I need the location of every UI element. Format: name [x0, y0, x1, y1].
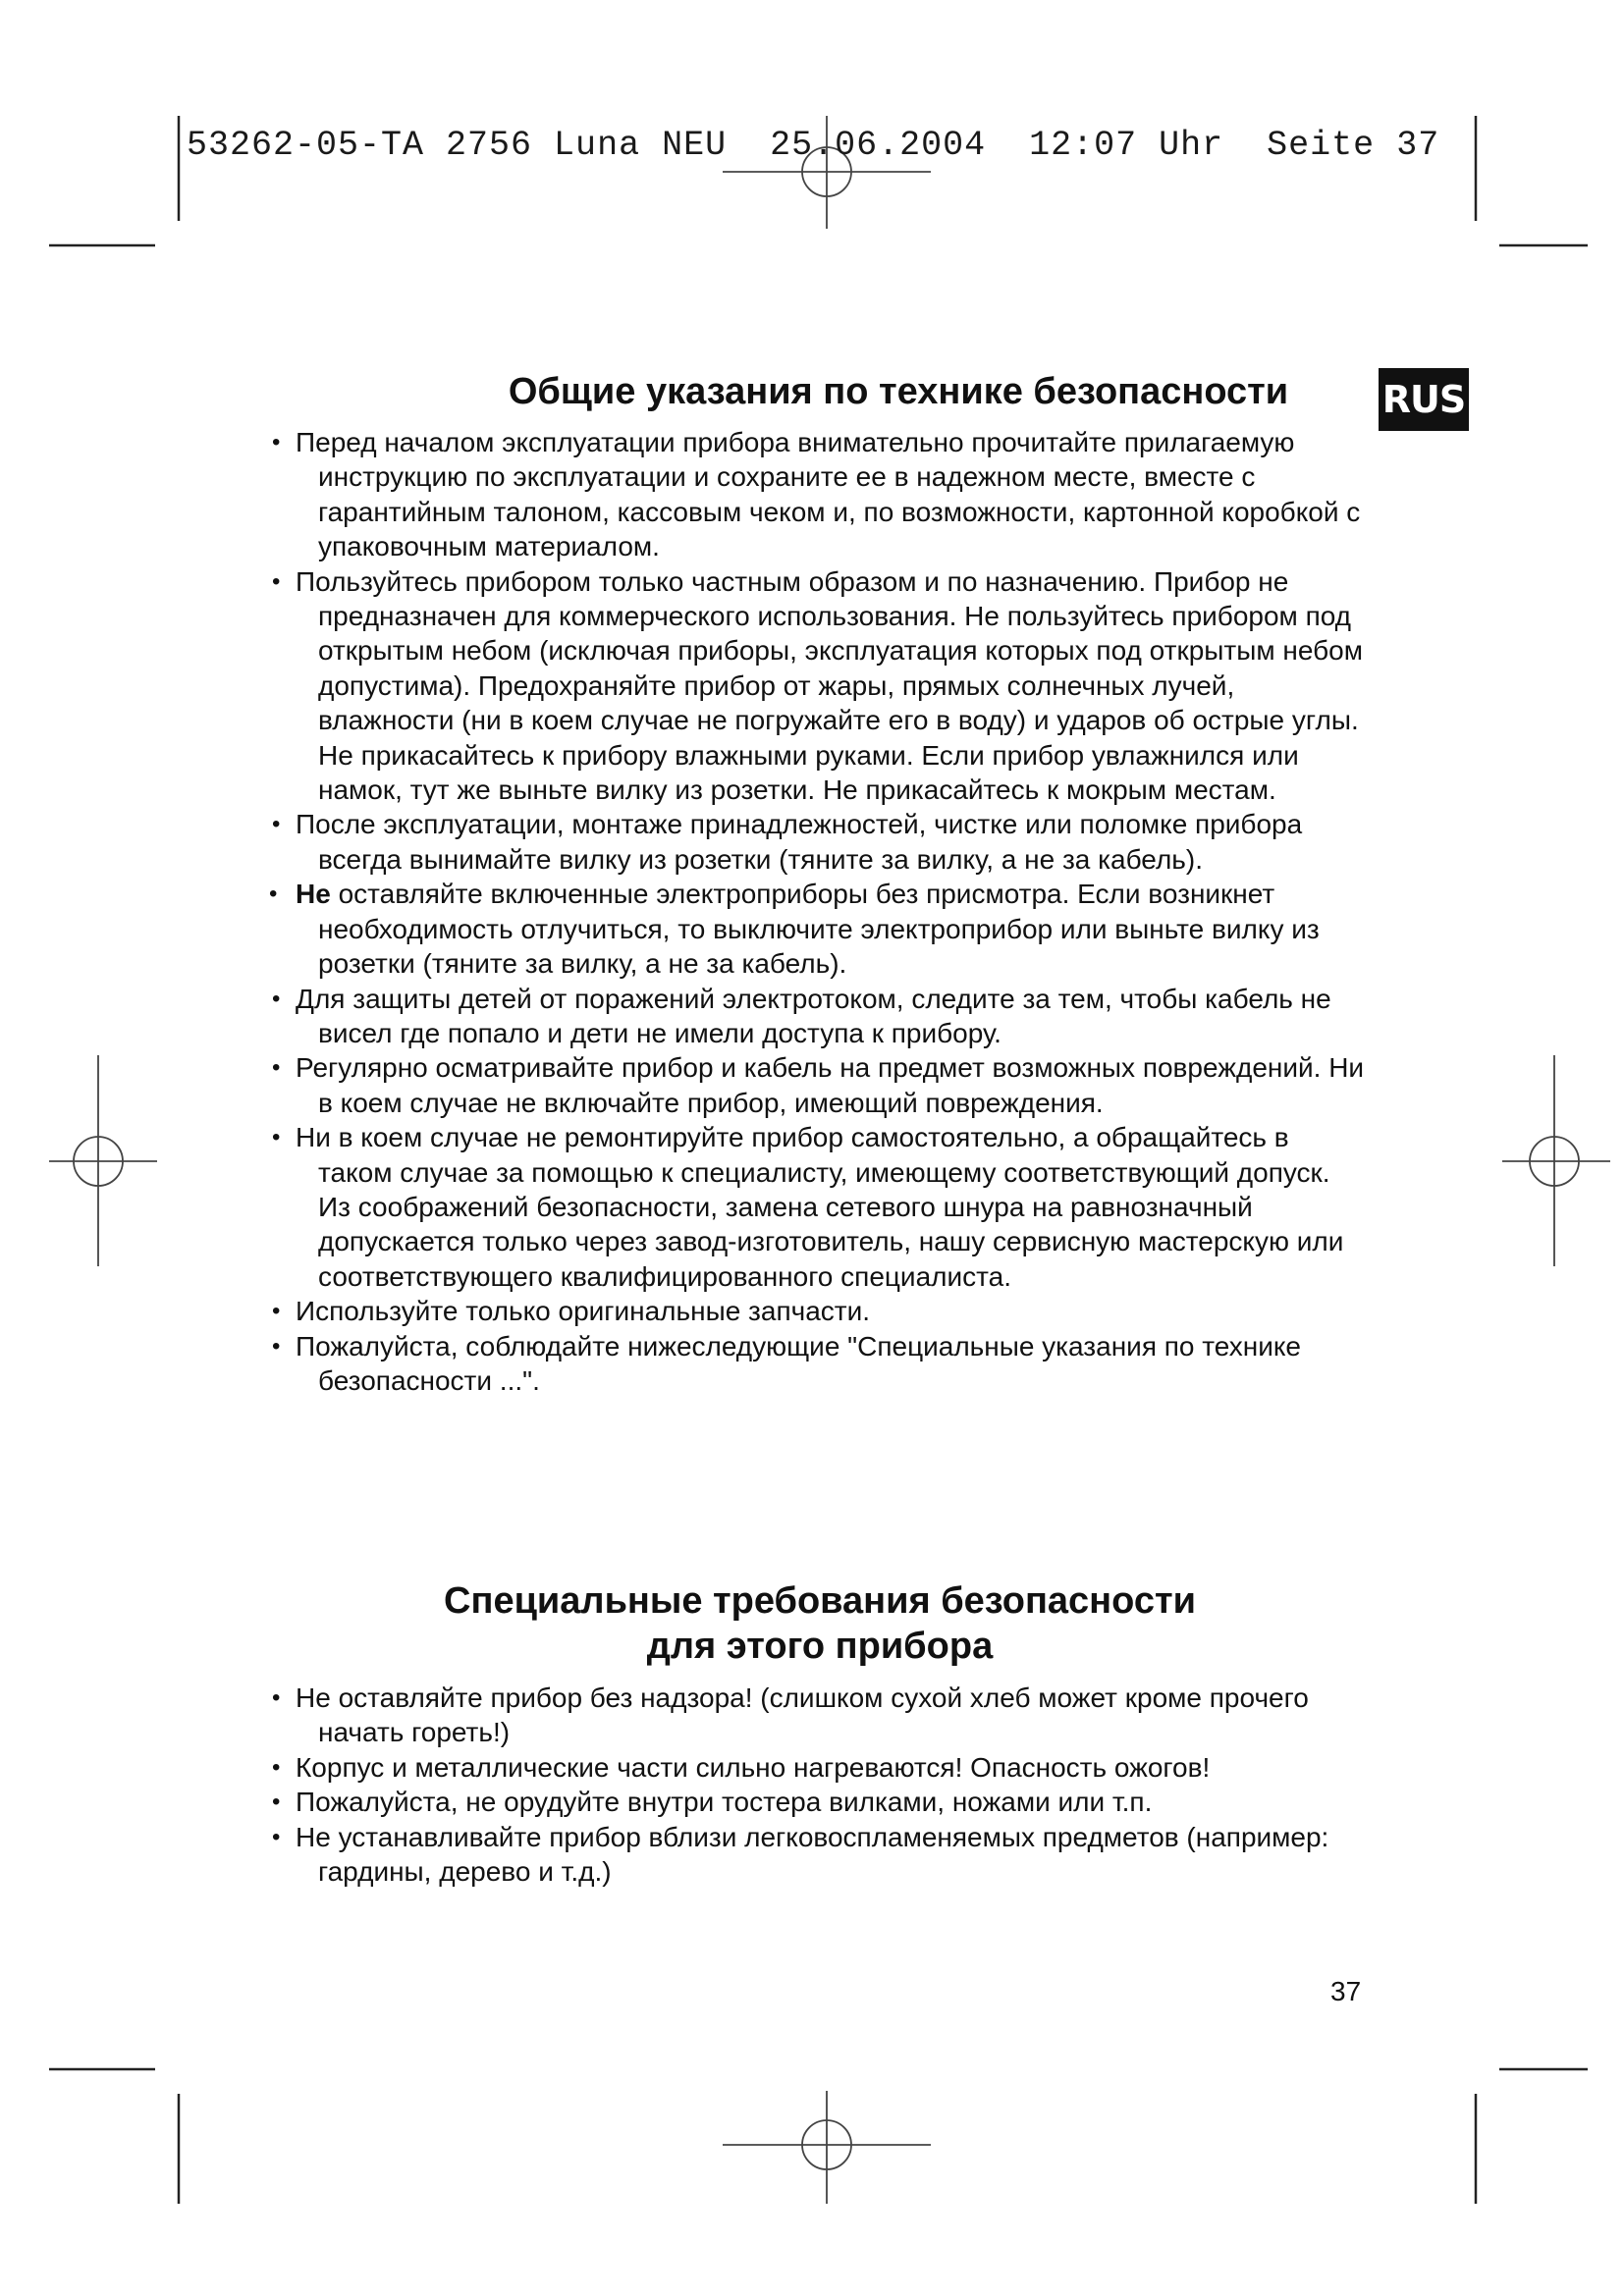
emphasis-text: Не — [296, 879, 331, 910]
list-item: • Пожалуйста, соблюдайте нижеследующие "Специальные указания по технике безопасности ...". — [269, 1329, 1369, 1399]
general-safety-list — [269, 425, 1369, 1398]
list-item: • Не устанавливайте прибор вблизи легковоспламеняемых предметов (например: гардины, дерево и т.д.) — [269, 1820, 1369, 1890]
language-badge: RUS — [1379, 368, 1469, 431]
special-safety-title-line-1: Специальные требования безопасности — [444, 1580, 1196, 1622]
list-item: • После эксплуатации, монтаже принадлежностей, чистке или поломке прибора всегда вынимайте вилку из розетки (тяните за вилку, а не за кабель). — [269, 807, 1369, 877]
general-safety-title: Общие указания по технике безопасности — [508, 371, 1289, 412]
list-item: • Регулярно осматривайте прибор и кабель на предмет возможных повреждений. Ни в коем случае не включайте прибор, имеющий повреждения. — [269, 1050, 1369, 1120]
list-item — [269, 877, 1369, 981]
special-safety-title — [245, 1578, 1394, 1669]
list-item-text: оставляйте включенные электроприборы без присмотра. Если возникнет необходимость отлучиться, то выключите электроприбор или выньте вилку из розетки (тяните за вилку, а не за кабель). — [318, 879, 1320, 980]
special-safety-title-line-2: для этого прибора — [646, 1626, 994, 1667]
list-item: • Пользуйтесь прибором только частным образом и по назначению. Прибор не предназначен для коммерческого использования. Не пользуйтесь прибором под открытым небом (исключая приборы, эксплуатация которых под открытым небом допустима). Предохраняйте прибор от жары, прямых солнечных лучей, влажности (ни в коем случае не погружайте его в воду) и ударов об острые углы. Не прикасайтесь к прибору влажными руками. Если прибор увлажнился или намок, тут же выньте вилку из розетки. Не прикасайтесь к мокрым местам. — [269, 564, 1369, 808]
special-safety-list — [269, 1681, 1369, 1889]
list-item: • Используйте только оригинальные запчасти. — [269, 1294, 1369, 1328]
page-number: 37 — [1330, 1976, 1362, 2006]
list-item: • Ни в коем случае не ремонтируйте прибор самостоятельно, а обращайтесь в таком случае за помощью к специалисту, имеющему соответствующий допуск. Из соображений безопасности, замена сетевого шнура на равнозначный допускается только через завод-изготовитель, нашу сервисную мастерскую или соответствующего квалифицированного специалиста. — [269, 1120, 1369, 1294]
list-item: • Корпус и металлические части сильно нагреваются! Опасность ожогов! — [269, 1750, 1369, 1785]
list-item: • Не оставляйте прибор без надзора! (слишком сухой хлеб может кроме прочего начать гореть!) — [269, 1681, 1369, 1750]
list-item: • Перед началом эксплуатации прибора внимательно прочитайте прилагаемую инструкцию по эксплуатации и сохраните ее в надежном месте, вместе с гарантийным талоном, кассовым чеком и, по возможности, картонной коробкой с упаковочным материалом. — [269, 425, 1369, 564]
list-item: • Пожалуйста, не орудуйте внутри тостера вилками, ножами или т.п. — [269, 1785, 1369, 1819]
print-slug-line: 53262-05-TA 2756 Luna NEU 25.06.2004 12:07 Uhr Seite 37 — [187, 126, 1440, 165]
list-item: • Для защиты детей от поражений электротоком, следите за тем, чтобы кабель не висел где попало и дети не имели доступа к прибору. — [269, 982, 1369, 1051]
